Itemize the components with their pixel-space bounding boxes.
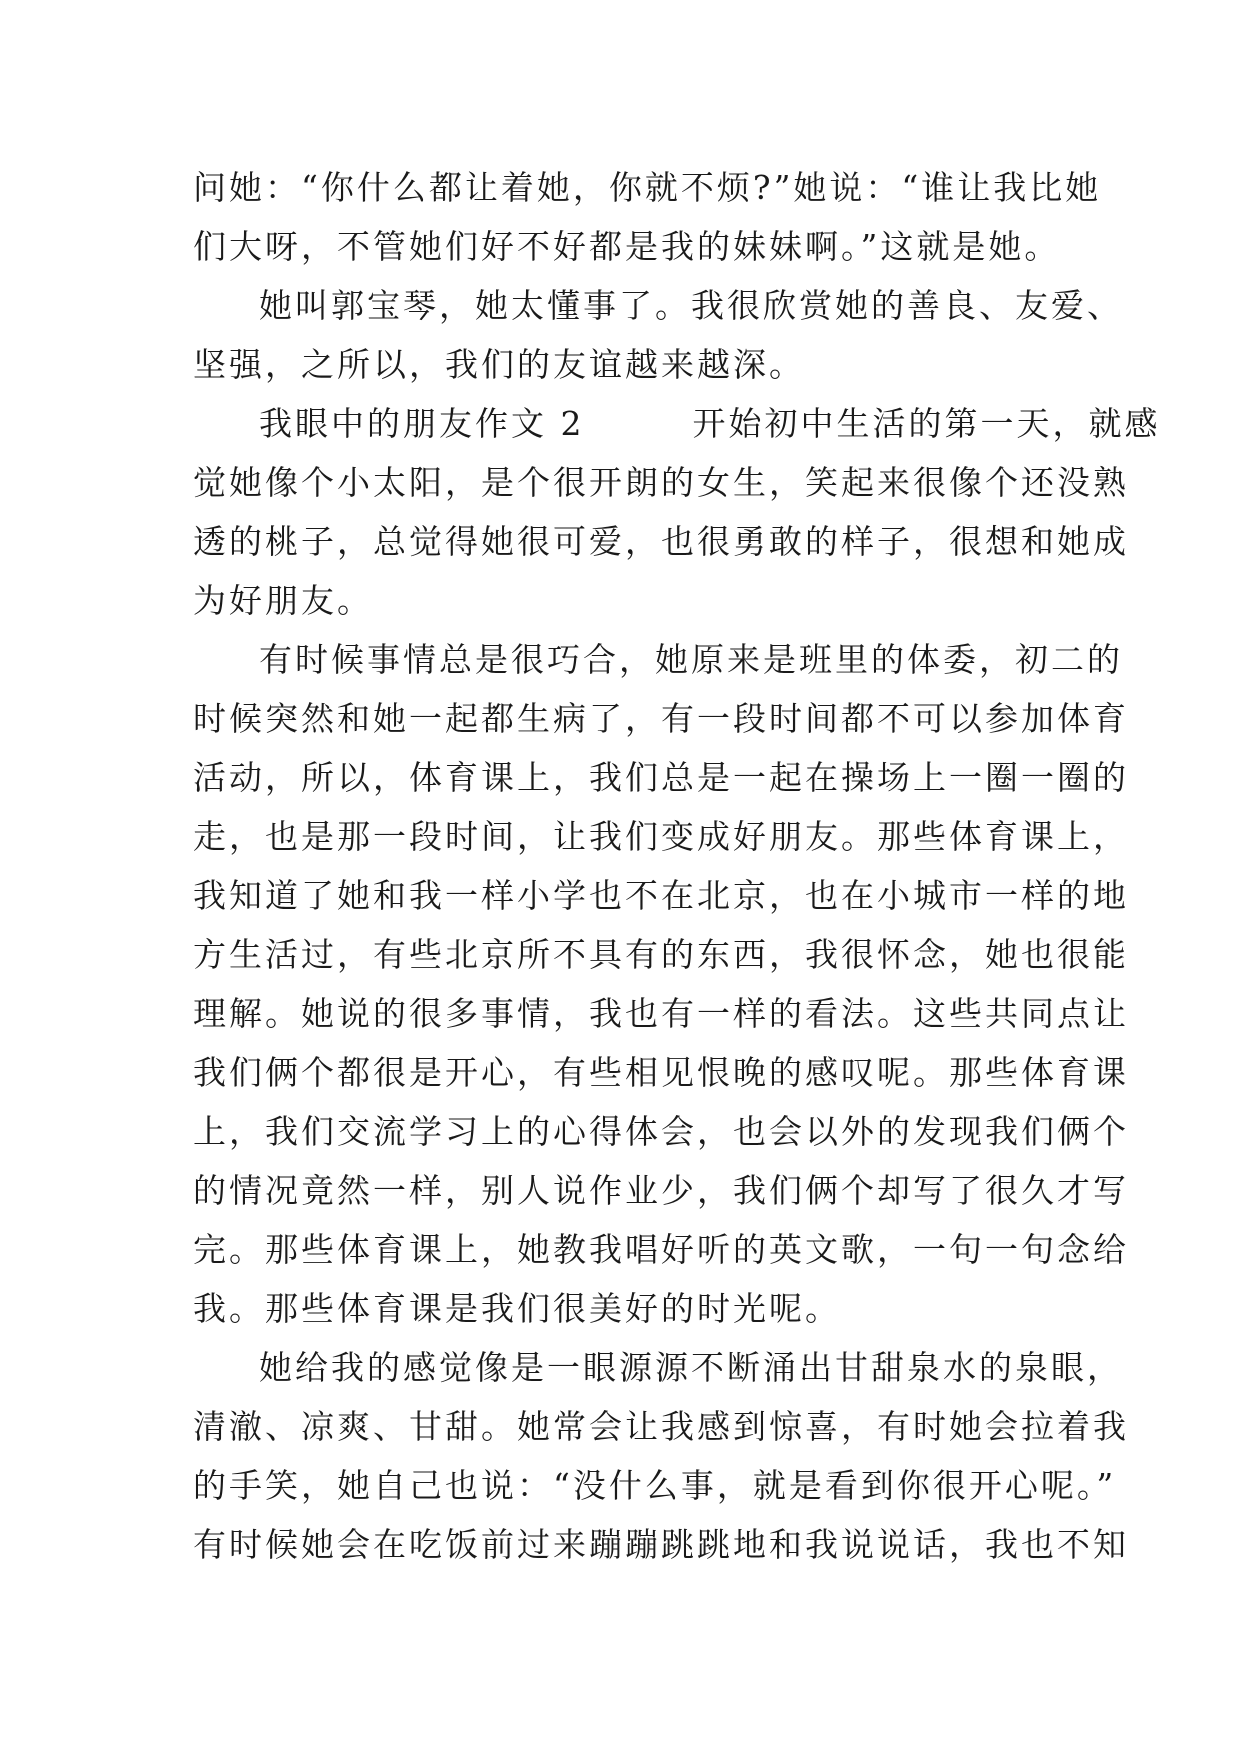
text-line: 我知道了她和我一样小学也不在北京，也在小城市一样的地	[193, 876, 1129, 915]
text-line: 我。那些体育课是我们很美好的时光呢。	[193, 1289, 841, 1328]
text-line: 为好朋友。	[193, 581, 373, 620]
text-line: 走，也是那一段时间，让我们变成好朋友。那些体育课上，	[193, 817, 1129, 856]
text-line: 我眼中的朋友作文 2 开始初中生活的第一天，就感	[259, 404, 1161, 443]
text-line: 的手笑，她自己也说：“没什么事，就是看到你很开心呢。”	[193, 1466, 1117, 1505]
text-line: 有时候事情总是很巧合，她原来是班里的体委，初二的	[259, 640, 1123, 679]
body-text	[193, 158, 1161, 1574]
text-line: 时候突然和她一起都生病了，有一段时间都不可以参加体育	[193, 699, 1129, 738]
text-line: 清澈、凉爽、甘甜。她常会让我感到惊喜，有时她会拉着我	[193, 1407, 1129, 1446]
text-line: 她给我的感觉像是一眼源源不断涌出甘甜泉水的泉眼，	[259, 1348, 1123, 1387]
text-line: 她叫郭宝琴，她太懂事了。我很欣赏她的善良、友爱、	[259, 286, 1123, 325]
text-line: 有时候她会在吃饭前过来蹦蹦跳跳地和我说说话，我也不知	[193, 1525, 1129, 1564]
text-line: 方生活过，有些北京所不具有的东西，我很怀念，她也很能	[193, 935, 1129, 974]
text-line: 的情况竟然一样，别人说作业少，我们俩个却写了很久才写	[193, 1171, 1129, 1210]
text-line: 理解。她说的很多事情，我也有一样的看法。这些共同点让	[193, 994, 1129, 1033]
text-line: 完。那些体育课上，她教我唱好听的英文歌，一句一句念给	[193, 1230, 1129, 1269]
text-line: 活动，所以，体育课上，我们总是一起在操场上一圈一圈的	[193, 758, 1129, 797]
text-line: 坚强，之所以，我们的友谊越来越深。	[193, 345, 805, 384]
text-line: 们大呀，不管她们好不好都是我的妹妹啊。”这就是她。	[193, 227, 1061, 266]
text-line: 透的桃子，总觉得她很可爱，也很勇敢的样子，很想和她成	[193, 522, 1129, 561]
text-line: 觉她像个小太阳，是个很开朗的女生，笑起来很像个还没熟	[193, 463, 1129, 502]
text-line: 上，我们交流学习上的心得体会，也会以外的发现我们俩个	[193, 1112, 1129, 1151]
text-line: 我们俩个都很是开心，有些相见恨晚的感叹呢。那些体育课	[193, 1053, 1129, 1092]
text-line: 问她：“你什么都让着她，你就不烦?”她说：“谁让我比她	[193, 168, 1102, 207]
